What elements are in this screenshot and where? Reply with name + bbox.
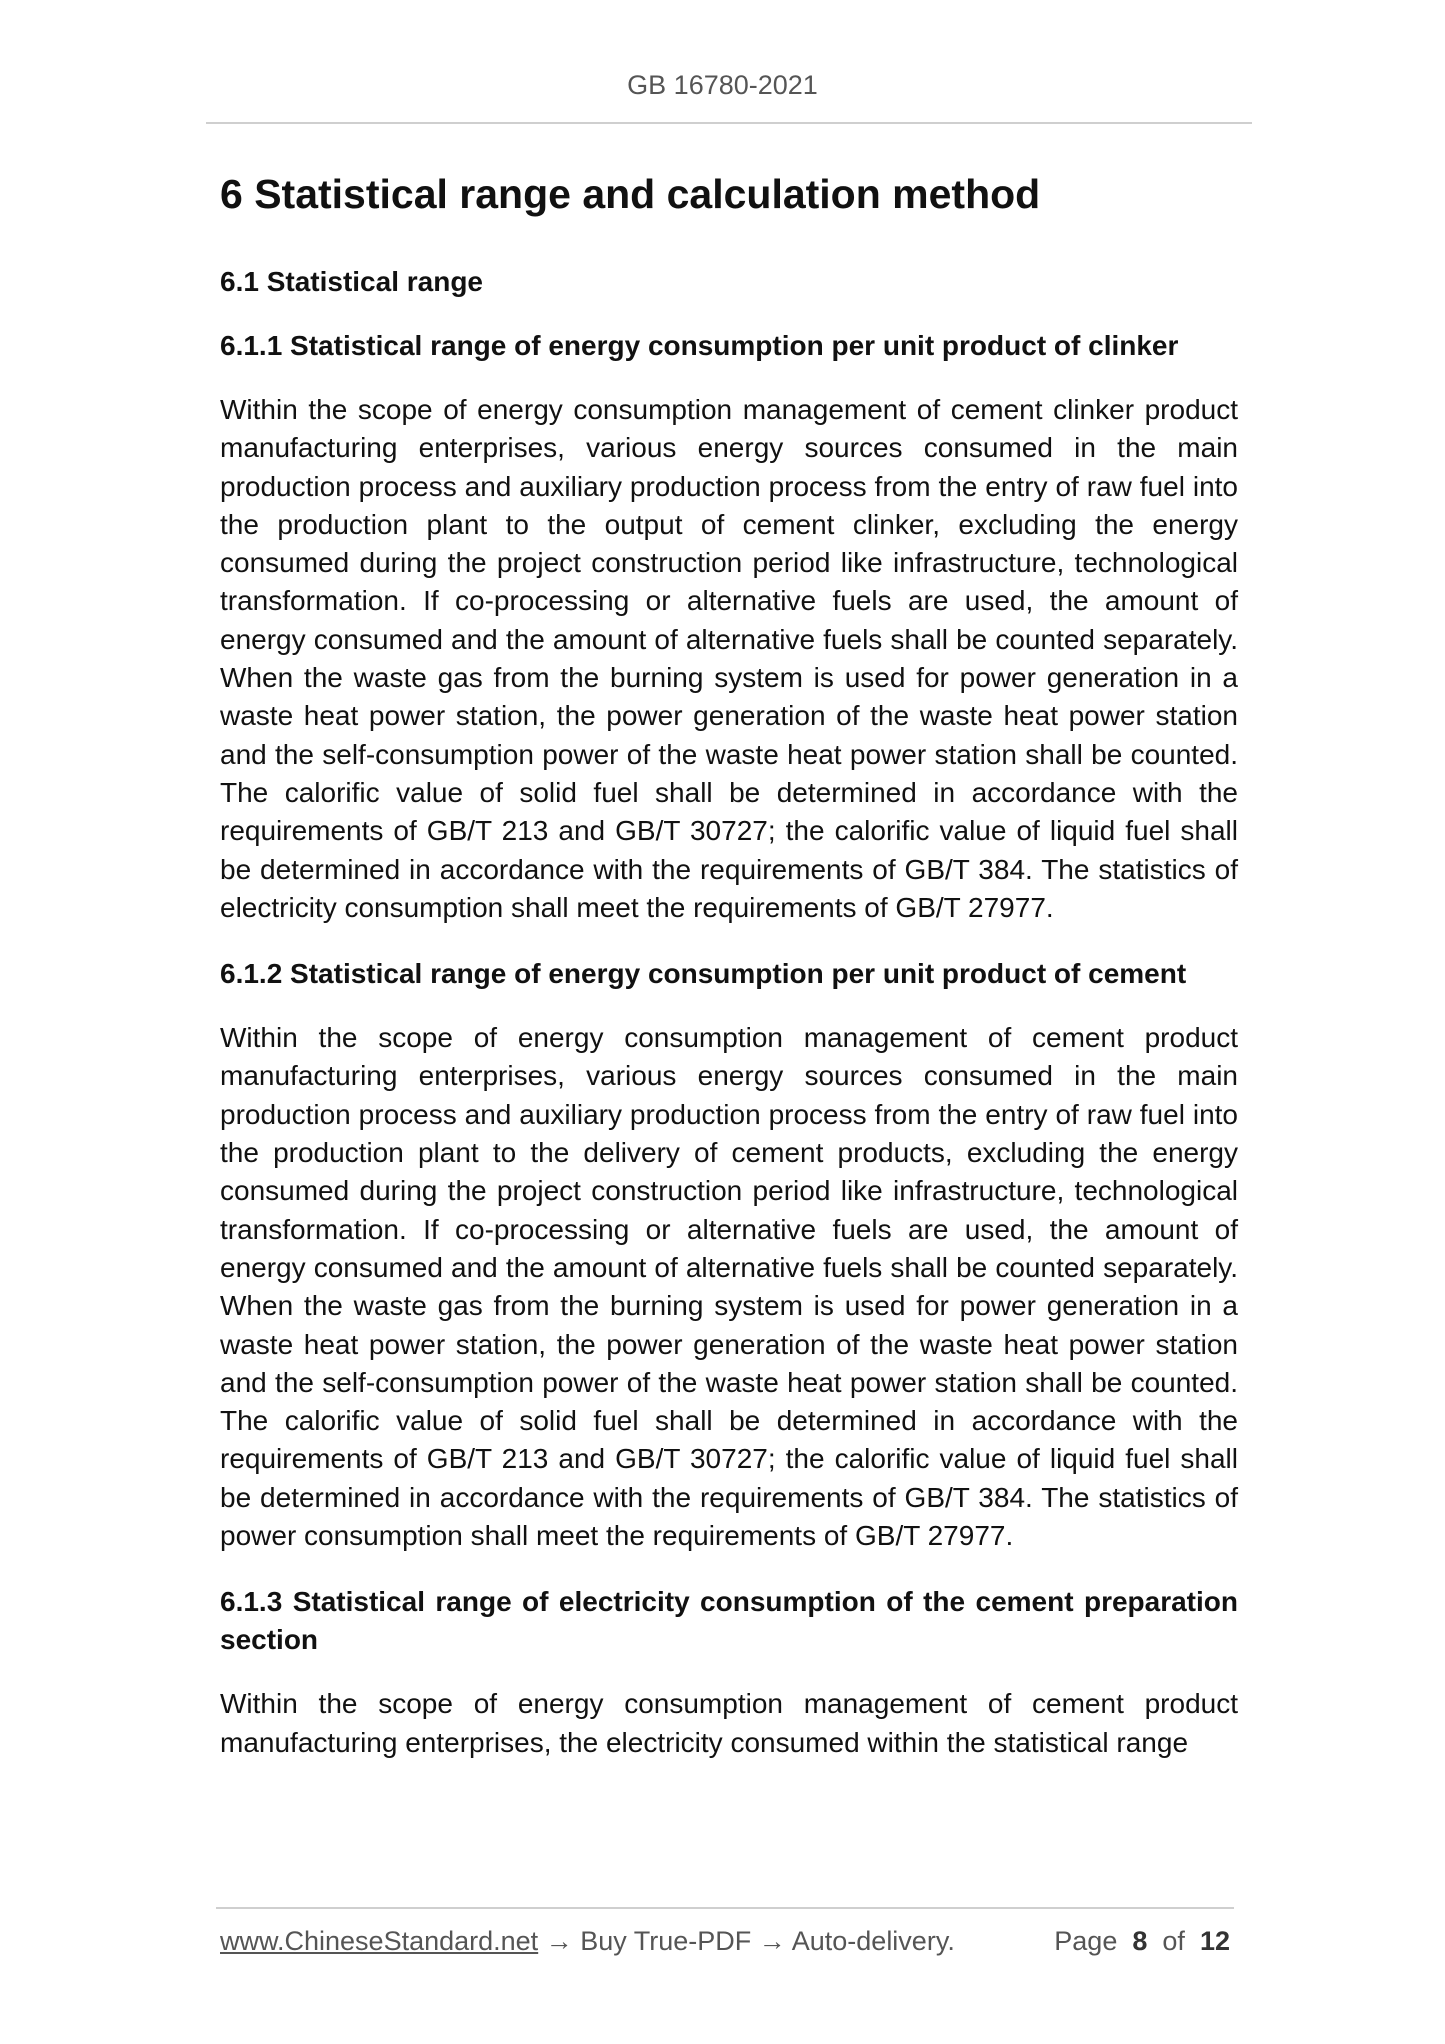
- footer-promo: [220, 1926, 955, 1957]
- clause-heading-6-1-1: 6.1.1 Statistical range of energy consumption per unit product of clinker: [220, 330, 1179, 361]
- header-divider: [206, 122, 1252, 124]
- section-title: 6 Statistical range and calculation method: [220, 171, 1041, 217]
- clause-heading-6-1-3: 6.1.3 Statistical range of electricity consumption of the cement preparation section: [220, 1586, 1238, 1656]
- subsection-title: 6.1 Statistical range: [220, 266, 484, 297]
- page-label: Page: [1054, 1926, 1118, 1956]
- current-page: 8: [1132, 1926, 1148, 1956]
- clause-heading-6-1-2: 6.1.2 Statistical range of energy consumption per unit product of cement: [220, 958, 1187, 990]
- footer-divider: [216, 1907, 1234, 1909]
- document-id: GB 16780-2021: [627, 70, 818, 100]
- page-content: [220, 163, 1238, 1790]
- total-pages: 12: [1199, 1926, 1230, 1956]
- clause-body-6-1-1: Within the scope of energy consumption management of cement clinker product manufacturing enterprises, various energy sources consumed in the main production process and auxiliary production process from the entry of raw fuel into the production plant to the output of cement clinker, excluding the energy consumed during the project construction period like infrastructure, technological transformation. If co-processing or alternative fuels are used, the amount of energy consumed and the amount of alternative fuels shall be counted separately. When the waste gas from the burning system is used for power generation in a waste heat power station, the power generation of the waste heat power station and the self-consumption power of the waste heat power station shall be counted. The calorific value of solid fuel shall be determined in accordance with the requirements of GB/T 213 and GB/T 30727; the calorific value of liquid fuel shall be determined in accordance with the requirements of GB/T 384. The statistics of electricity consumption shall meet the requirements of GB/T 27977.: [220, 394, 1238, 923]
- of-label: of: [1162, 1926, 1185, 1956]
- page-number: [1054, 1926, 1230, 1957]
- site-link[interactable]: www.ChineseStandard.net: [220, 1926, 539, 1956]
- clause-body-6-1-2: Within the scope of energy consumption management of cement product manufacturing enterprises, various energy sources consumed in the main production process and auxiliary production process from the entry of raw fuel into the production plant to the delivery of cement products, excluding the energy consumed during the project construction period like infrastructure, technological transformation. If co-processing or alternative fuels are used, the amount of energy consumed and the amount of alternative fuels shall be counted separately. When the waste gas from the burning system is used for power generation in a waste heat power station, the power generation of the waste heat power station and the self-consumption power of the waste heat power station shall be counted. The calorific value of solid fuel shall be determined in accordance with the requirements of GB/T 213 and GB/T 30727; the calorific value of liquid fuel shall be determined in accordance with the requirements of GB/T 384. The statistics of power consumption shall meet the requirements of GB/T 27977.: [220, 1022, 1238, 1552]
- promo-text: → Buy True-PDF → Auto-delivery.: [538, 1926, 955, 1956]
- clause-body-6-1-3: Within the scope of energy consumption management of cement product manufacturing enterprises, the electricity consumed within the statistical range: [220, 1688, 1238, 1758]
